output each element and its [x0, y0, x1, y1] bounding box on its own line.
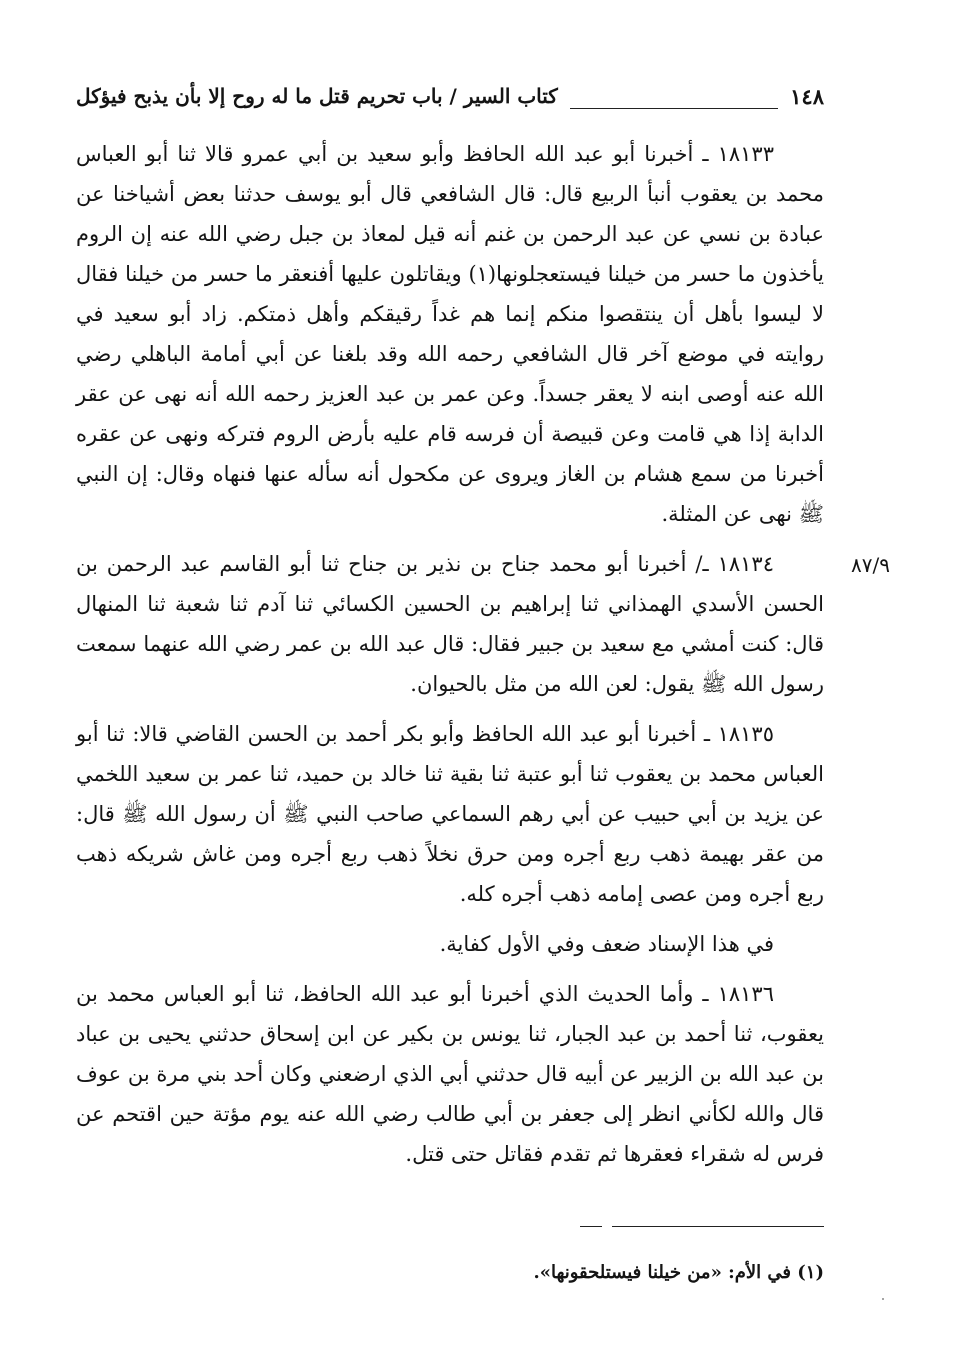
- footnote-separator: [612, 1226, 824, 1227]
- footnote: (١) في الأم: «من خيلنا فيستلحقونها».: [533, 1262, 824, 1283]
- margin-reference: ٨٧/٩: [851, 553, 890, 577]
- hadith-number: ١٨١٣٦: [717, 982, 774, 1006]
- hadith-text: ـ/ أخبرنا أبو محمد جناح بن نذير بن جناح ثنا أبو القاسم عبد الرحمن بن الحسن الأسدي الهمذاني ثنا إبراهيم بن الحسين الكسائي ثنا آدم ثنا شعبة ثنا المنهال قال: كنت أمشي مع سعيد بن جبير فقال: قال عبد الله بن عمر رضي الله عنهما سمعت رسول الله ﷺ يقول: لعن الله من مثل بالحيوان.: [76, 552, 824, 696]
- hadith-number: ١٨١٣٣: [717, 142, 774, 166]
- hadith-paragraph: [76, 714, 824, 914]
- hadith-paragraph: [76, 134, 824, 534]
- footnote-separator-tail: [580, 1226, 602, 1227]
- hadith-number: ١٨١٣٥: [717, 722, 774, 746]
- hadith-paragraph: [76, 974, 824, 1174]
- running-header: [76, 84, 824, 120]
- commentary-paragraph: [76, 924, 824, 964]
- main-text: [76, 134, 824, 1184]
- hadith-text: ـ أخبرنا أبو عبد الله الحافظ وأبو سعيد بن أبي عمرو قالا ثنا أبو العباس محمد بن يعقوب أنبأ الربيع قال: قال الشافعي قال أبو يوسف حدثنا بعض أشياخنا عن عبادة بن نسي عن عبد الرحمن بن غنم أنه قيل لمعاذ بن جبل رضي الله عنه إن الروم يأخذون ما حسر من خيلنا فيستعجلونها(١) ويقاتلون عليها أفنعقر ما حسر من خيلنا فقال لا ليسوا بأهل أن ينتقصوا منكم إنما هم غداً رقيقكم وأهل ذمتكم. زاد أبو سعيد في روايته في موضع آخر قال الشافعي رحمه الله وقد بلغنا عن أبي أمامة الباهلي رضي الله عنه أوصى ابنه لا يعقر جسداً. وعن عمر بن عبد العزيز رحمه الله أنه نهى عن عقر الدابة إذا هي قامت وعن قبيصة أن فرسه قام عليه بأرض الروم فتركه ونهى عن عقره أخبرنا من سمع هشام بن الغاز ويروى عن مكحول أنه سأله عنها فنهاه وقال: إن النبي ﷺ نهى عن المثلة.: [76, 142, 824, 526]
- commentary-text: في هذا الإسناد ضعف وفي الأول كفاية.: [439, 932, 774, 956]
- header-rule: [570, 108, 778, 109]
- scan-speck: [882, 1298, 884, 1300]
- hadith-paragraph: [76, 544, 824, 704]
- hadith-text: ـ أخبرنا أبو عبد الله الحافظ وأبو بكر أحمد بن الحسن القاضي قالا: ثنا أبو العباس محمد بن يعقوب ثنا أبو عتبة ثنا بقية ثنا خالد بن حميد، ثنا عمر بن سعيد اللخمي عن يزيد بن أبي حبيب عن أبي رهم السماعي صاحب النبي ﷺ أن رسول الله ﷺ قال: من عقر بهيمة ذهب ربع أجره ومن حرق نخلاً ذهب ربع أجره ومن غاش شريكه ذهب ربع أجره ومن عصى إمامه ذهب أجره كله.: [76, 722, 824, 906]
- running-title: كتاب السير / باب تحريم قتل ما له روح إلا بأن يذبح فيؤكل: [76, 84, 558, 108]
- page-number: ١٤٨: [790, 84, 824, 109]
- hadith-number: ١٨١٣٤: [717, 552, 774, 576]
- hadith-text: ـ وأما الحديث الذي أخبرنا أبو عبد الله الحافظ، ثنا أبو العباس محمد بن يعقوب، ثنا أحمد بن عبد الجبار، ثنا يونس بن بكير عن ابن إسحاق حدثني يحيى بن عباد بن عبد الله بن الزبير عن أبيه قال حدثني أبي الذي ارضعني وكان أحد بني مرة بن عوف قال والله لكأني انظر إلى جعفر بن أبي طالب رضي الله عنه يوم مؤتة حين اقتحم عن فرس له شقراء فعقرها ثم تقدم فقاتل حتى قتل.: [76, 982, 824, 1166]
